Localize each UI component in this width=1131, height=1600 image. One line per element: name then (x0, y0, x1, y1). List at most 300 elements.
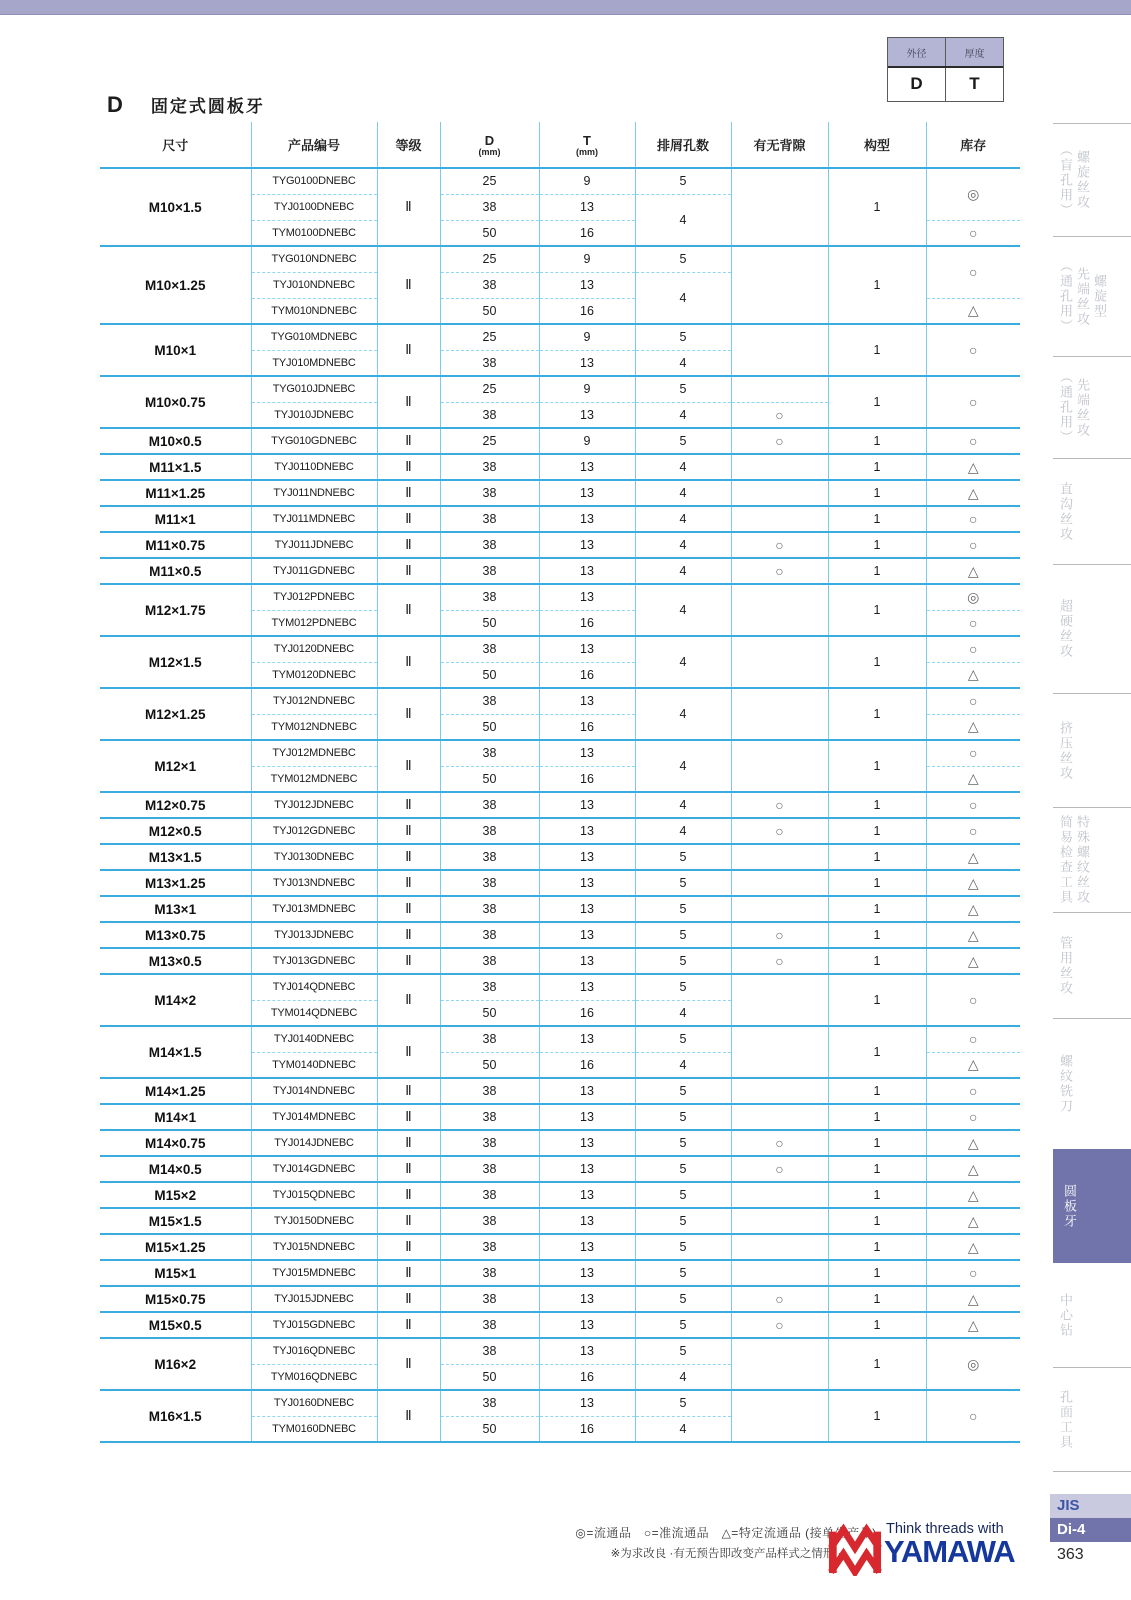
t-mm-cell: 13 (539, 454, 635, 480)
product-code-cell: TYJ015QDNEBC (251, 1182, 377, 1208)
d-mm-cell: 38 (440, 506, 539, 532)
product-code-cell: TYM012NDNEBC (251, 714, 377, 740)
size-cell: M13×1 (100, 896, 251, 922)
page-title (107, 92, 265, 118)
backlash-cell: ○ (731, 1130, 828, 1156)
stock-cell: △ (926, 714, 1020, 740)
tab-label: 直沟丝攻 (1058, 481, 1073, 542)
backlash-cell: ○ (731, 1286, 828, 1312)
chip-holes-cell: 5 (635, 1104, 731, 1130)
stock-cell: △ (926, 922, 1020, 948)
col-header-d-label: D (484, 132, 495, 148)
backlash-cell: ○ (731, 818, 828, 844)
d-mm-cell: 38 (440, 1390, 539, 1416)
stock-cell: ○ (926, 1260, 1020, 1286)
config-cell: 1 (828, 636, 926, 688)
t-mm-cell: 13 (539, 792, 635, 818)
size-cell: M12×0.5 (100, 818, 251, 844)
table-row (100, 428, 1020, 454)
col-header-t (539, 122, 635, 168)
grade-cell: Ⅱ (377, 896, 440, 922)
chip-holes-cell: 4 (635, 818, 731, 844)
sidebar-tab-spiral-tap-blind (1053, 123, 1131, 236)
grade-cell: Ⅱ (377, 584, 440, 636)
d-mm-cell: 25 (440, 168, 539, 194)
backlash-cell (731, 1026, 828, 1078)
chip-holes-cell: 5 (635, 1208, 731, 1234)
stock-cell: ○ (926, 324, 1020, 376)
thickness-header: 厚度 (945, 38, 1003, 66)
grade-cell: Ⅱ (377, 740, 440, 792)
backlash-cell (731, 246, 828, 324)
d-mm-cell: 38 (440, 974, 539, 1000)
backlash-cell: ○ (731, 1156, 828, 1182)
t-mm-cell: 9 (539, 324, 635, 350)
product-code-cell: TYJ015NDNEBC (251, 1234, 377, 1260)
config-cell: 1 (828, 1026, 926, 1078)
table-row (100, 688, 1020, 714)
config-cell: 1 (828, 870, 926, 896)
size-cell: M14×2 (100, 974, 251, 1026)
chip-holes-cell: 5 (635, 246, 731, 272)
grade-cell: Ⅱ (377, 1156, 440, 1182)
config-cell: 1 (828, 376, 926, 428)
config-cell: 1 (828, 506, 926, 532)
d-mm-cell: 38 (440, 454, 539, 480)
t-mm-cell: 13 (539, 1286, 635, 1312)
chip-holes-cell: 5 (635, 922, 731, 948)
stock-cell: ◎ (926, 1338, 1020, 1390)
stock-cell: ○ (926, 1078, 1020, 1104)
col-header-backlash: 有无背隙 (731, 122, 828, 168)
table-row (100, 480, 1020, 506)
product-code-cell: TYJ012GDNEBC (251, 818, 377, 844)
stock-cell: ○ (926, 610, 1020, 636)
chip-holes-cell: 5 (635, 324, 731, 350)
size-cell: M14×1 (100, 1104, 251, 1130)
col-header-holes: 排屑孔数 (635, 122, 731, 168)
backlash-cell (731, 1104, 828, 1130)
tab-label: 特殊螺纹丝攻 (1075, 815, 1090, 905)
d-mm-cell: 50 (440, 1052, 539, 1078)
config-cell: 1 (828, 948, 926, 974)
table-row (100, 896, 1020, 922)
d-mm-cell: 38 (440, 1312, 539, 1338)
d-mm-cell: 38 (440, 818, 539, 844)
t-mm-cell: 13 (539, 870, 635, 896)
outer-diameter-symbol: D (888, 68, 945, 101)
size-cell: M13×0.5 (100, 948, 251, 974)
chip-holes-cell: 5 (635, 1156, 731, 1182)
d-mm-cell: 50 (440, 662, 539, 688)
grade-cell: Ⅱ (377, 1078, 440, 1104)
col-header-t-label: T (583, 132, 591, 148)
t-mm-cell: 9 (539, 168, 635, 194)
t-mm-cell: 13 (539, 532, 635, 558)
grade-cell: Ⅱ (377, 376, 440, 428)
product-code-cell: TYJ014NDNEBC (251, 1078, 377, 1104)
chip-holes-cell: 5 (635, 1338, 731, 1364)
dimension-key-table (887, 37, 1004, 102)
t-mm-cell: 13 (539, 636, 635, 662)
table-row (100, 740, 1020, 766)
chip-holes-cell: 4 (635, 1416, 731, 1442)
table-row (100, 818, 1020, 844)
d-mm-cell: 38 (440, 740, 539, 766)
d-mm-cell: 38 (440, 948, 539, 974)
stock-cell: △ (926, 480, 1020, 506)
stock-cell: ○ (926, 532, 1020, 558)
backlash-cell (731, 870, 828, 896)
sidebar-tab-forming-tap (1053, 693, 1131, 807)
size-cell: M12×1.25 (100, 688, 251, 740)
t-mm-cell: 16 (539, 220, 635, 246)
size-cell: M15×0.75 (100, 1286, 251, 1312)
col-header-code: 产品编号 (251, 122, 377, 168)
chip-holes-cell: 4 (635, 194, 731, 246)
t-mm-cell: 16 (539, 298, 635, 324)
stock-cell: △ (926, 1234, 1020, 1260)
chip-holes-cell: 4 (635, 402, 731, 428)
grade-cell: Ⅱ (377, 1026, 440, 1078)
backlash-cell (731, 1078, 828, 1104)
t-mm-cell: 13 (539, 584, 635, 610)
t-mm-cell: 13 (539, 688, 635, 714)
table-row (100, 584, 1020, 610)
tab-label: （通孔用） (1058, 259, 1073, 334)
product-code-cell: TYG0100DNEBC (251, 168, 377, 194)
chip-holes-cell: 5 (635, 974, 731, 1000)
chip-holes-cell: 4 (635, 1000, 731, 1026)
chip-holes-cell: 5 (635, 1260, 731, 1286)
d-mm-cell: 25 (440, 324, 539, 350)
product-code-cell: TYM016QDNEBC (251, 1364, 377, 1390)
col-header-t-unit: (mm) (576, 146, 598, 157)
grade-cell: Ⅱ (377, 324, 440, 376)
table-row (100, 506, 1020, 532)
product-code-cell: TYJ010MDNEBC (251, 350, 377, 376)
table-row (100, 558, 1020, 584)
table-row (100, 376, 1020, 402)
col-header-size: 尺寸 (100, 122, 251, 168)
t-mm-cell: 13 (539, 350, 635, 376)
chip-holes-cell: 5 (635, 896, 731, 922)
top-bar (0, 0, 1131, 15)
backlash-cell: ○ (731, 792, 828, 818)
sidebar-tab-pipe-tap (1053, 912, 1131, 1018)
backlash-cell: ○ (731, 922, 828, 948)
t-mm-cell: 13 (539, 922, 635, 948)
grade-cell: Ⅱ (377, 1312, 440, 1338)
outer-diameter-header: 外径 (906, 49, 927, 60)
product-code-cell: TYJ012NDNEBC (251, 688, 377, 714)
chip-holes-cell: 5 (635, 428, 731, 454)
size-cell: M14×1.5 (100, 1026, 251, 1078)
table-row (100, 922, 1020, 948)
size-cell: M12×0.75 (100, 792, 251, 818)
grade-cell: Ⅱ (377, 948, 440, 974)
stock-cell: ◎ (926, 584, 1020, 610)
table-row (100, 532, 1020, 558)
d-mm-cell: 38 (440, 1234, 539, 1260)
backlash-cell (731, 1182, 828, 1208)
size-cell: M16×2 (100, 1338, 251, 1390)
product-code-cell: TYJ011JDNEBC (251, 532, 377, 558)
size-cell: M15×1 (100, 1260, 251, 1286)
grade-cell: Ⅱ (377, 688, 440, 740)
table-row (100, 636, 1020, 662)
chip-holes-cell: 5 (635, 1312, 731, 1338)
grade-cell: Ⅱ (377, 922, 440, 948)
config-cell: 1 (828, 324, 926, 376)
t-mm-cell: 9 (539, 376, 635, 402)
t-mm-cell: 13 (539, 1104, 635, 1130)
config-cell: 1 (828, 532, 926, 558)
legend-note: ※为求改良 ·有无预告即改变产品样式之情形 · (610, 1548, 842, 1560)
grade-cell: Ⅱ (377, 246, 440, 324)
grade-cell: Ⅱ (377, 1286, 440, 1312)
grade-cell: Ⅱ (377, 974, 440, 1026)
d-mm-cell: 50 (440, 220, 539, 246)
t-mm-cell: 9 (539, 428, 635, 454)
table-row (100, 1390, 1020, 1416)
grade-cell: Ⅱ (377, 1130, 440, 1156)
t-mm-cell: 13 (539, 558, 635, 584)
t-mm-cell: 16 (539, 714, 635, 740)
stock-cell: △ (926, 662, 1020, 688)
size-cell: M16×1.5 (100, 1390, 251, 1442)
t-mm-cell: 16 (539, 1364, 635, 1390)
product-code-cell: TYJ010JDNEBC (251, 402, 377, 428)
backlash-cell: ○ (731, 402, 828, 428)
product-code-cell: TYJ0100DNEBC (251, 194, 377, 220)
stock-cell: △ (926, 454, 1020, 480)
spec-table (100, 122, 1020, 1443)
tab-label: 超硬丝攻 (1058, 599, 1073, 659)
table-row (100, 1104, 1020, 1130)
t-mm-cell: 16 (539, 1000, 635, 1026)
grade-cell: Ⅱ (377, 1208, 440, 1234)
config-cell: 1 (828, 168, 926, 246)
stock-cell: ○ (926, 246, 1020, 298)
table-row (100, 246, 1020, 272)
grade-cell: Ⅱ (377, 168, 440, 246)
backlash-cell (731, 480, 828, 506)
section-letter: D (107, 92, 123, 117)
product-code-cell: TYJ013MDNEBC (251, 896, 377, 922)
chip-holes-cell: 4 (635, 558, 731, 584)
table-row (100, 454, 1020, 480)
size-cell: M10×1 (100, 324, 251, 376)
d-mm-cell: 38 (440, 194, 539, 220)
product-code-cell: TYJ014QDNEBC (251, 974, 377, 1000)
yamawa-mark-icon (828, 1518, 882, 1576)
chip-holes-cell: 5 (635, 844, 731, 870)
t-mm-cell: 16 (539, 610, 635, 636)
grade-cell: Ⅱ (377, 1338, 440, 1390)
thickness-symbol: T (945, 68, 1003, 101)
size-cell: M15×2 (100, 1182, 251, 1208)
size-cell: M10×0.5 (100, 428, 251, 454)
d-mm-cell: 25 (440, 428, 539, 454)
product-code-cell: TYM0120DNEBC (251, 662, 377, 688)
table-row (100, 1234, 1020, 1260)
stock-cell: △ (926, 1208, 1020, 1234)
t-mm-cell: 16 (539, 766, 635, 792)
d-mm-cell: 50 (440, 1416, 539, 1442)
d-mm-cell: 50 (440, 610, 539, 636)
logo-brand: YAMAWA (884, 1534, 1015, 1569)
size-cell: M11×1.25 (100, 480, 251, 506)
tab-label: 中心钻 (1058, 1292, 1073, 1338)
d-mm-cell: 38 (440, 1130, 539, 1156)
d-mm-cell: 50 (440, 1000, 539, 1026)
sidebar-tab-carbide-tap (1053, 564, 1131, 693)
size-cell: M11×0.75 (100, 532, 251, 558)
backlash-cell (731, 896, 828, 922)
t-mm-cell: 13 (539, 194, 635, 220)
stock-cell: ○ (926, 740, 1020, 766)
size-cell: M10×1.5 (100, 168, 251, 246)
d-mm-cell: 38 (440, 350, 539, 376)
product-code-cell: TYJ013GDNEBC (251, 948, 377, 974)
grade-cell: Ⅱ (377, 428, 440, 454)
product-code-cell: TYJ011NDNEBC (251, 480, 377, 506)
stock-cell: △ (926, 766, 1020, 792)
product-code-cell: TYJ015JDNEBC (251, 1286, 377, 1312)
grade-cell: Ⅱ (377, 636, 440, 688)
backlash-cell: ○ (731, 948, 828, 974)
product-code-cell: TYM012MDNEBC (251, 766, 377, 792)
size-cell: M14×0.75 (100, 1130, 251, 1156)
config-cell: 1 (828, 1234, 926, 1260)
t-mm-cell: 13 (539, 818, 635, 844)
config-cell: 1 (828, 428, 926, 454)
col-header-stock: 库存 (926, 122, 1020, 168)
sidebar-tab-round-die-active (1053, 1149, 1131, 1263)
t-mm-cell: 13 (539, 740, 635, 766)
stock-cell: ○ (926, 636, 1020, 662)
tab-label: 圆板牙 (1062, 1183, 1077, 1229)
sidebar-tab-point-tap-through (1053, 356, 1131, 458)
backlash-cell (731, 844, 828, 870)
config-cell: 1 (828, 688, 926, 740)
stock-cell: △ (926, 870, 1020, 896)
tab-label: （盲孔用） (1058, 142, 1073, 218)
chip-holes-cell: 4 (635, 636, 731, 688)
config-cell: 1 (828, 480, 926, 506)
backlash-cell (731, 584, 828, 636)
stock-cell: ○ (926, 1104, 1020, 1130)
config-cell: 1 (828, 454, 926, 480)
config-cell: 1 (828, 1156, 926, 1182)
product-code-cell: TYJ016QDNEBC (251, 1338, 377, 1364)
table-row (100, 1312, 1020, 1338)
config-cell: 1 (828, 1182, 926, 1208)
backlash-cell: ○ (731, 558, 828, 584)
t-mm-cell: 13 (539, 480, 635, 506)
t-mm-cell: 13 (539, 1312, 635, 1338)
config-cell: 1 (828, 1208, 926, 1234)
chip-holes-cell: 4 (635, 454, 731, 480)
jis-badge: JIS (1050, 1494, 1131, 1518)
backlash-cell (731, 376, 828, 402)
product-code-cell: TYJ0110DNEBC (251, 454, 377, 480)
product-code-cell: TYJ011GDNEBC (251, 558, 377, 584)
config-cell: 1 (828, 1390, 926, 1442)
chip-holes-cell: 4 (635, 1364, 731, 1390)
chip-holes-cell: 5 (635, 1078, 731, 1104)
config-cell: 1 (828, 1286, 926, 1312)
table-row (100, 844, 1020, 870)
stock-cell: ○ (926, 974, 1020, 1026)
config-cell: 1 (828, 974, 926, 1026)
backlash-cell (731, 168, 828, 246)
size-cell: M14×0.5 (100, 1156, 251, 1182)
stock-cell: ○ (926, 688, 1020, 714)
grade-cell: Ⅱ (377, 1390, 440, 1442)
stock-cell: △ (926, 844, 1020, 870)
config-cell: 1 (828, 922, 926, 948)
chip-holes-cell: 4 (635, 688, 731, 740)
sidebar-tab-straight-flute-tap (1053, 458, 1131, 564)
t-mm-cell: 13 (539, 1078, 635, 1104)
t-mm-cell: 13 (539, 1026, 635, 1052)
d-mm-cell: 50 (440, 714, 539, 740)
backlash-cell (731, 974, 828, 1026)
chip-holes-cell: 5 (635, 1286, 731, 1312)
d-mm-cell: 25 (440, 246, 539, 272)
t-mm-cell: 13 (539, 1182, 635, 1208)
col-header-grade: 等级 (377, 122, 440, 168)
t-mm-cell: 13 (539, 1260, 635, 1286)
product-code-cell: TYJ010NDNEBC (251, 272, 377, 298)
backlash-cell: ○ (731, 428, 828, 454)
section-title: 固定式圆板牙 (150, 97, 265, 116)
config-cell: 1 (828, 896, 926, 922)
config-cell: 1 (828, 844, 926, 870)
d-mm-cell: 38 (440, 1260, 539, 1286)
d-mm-cell: 38 (440, 922, 539, 948)
stock-cell: △ (926, 558, 1020, 584)
size-cell: M15×1.25 (100, 1234, 251, 1260)
product-code-cell: TYM0140DNEBC (251, 1052, 377, 1078)
size-cell: M13×1.5 (100, 844, 251, 870)
d-mm-cell: 38 (440, 1156, 539, 1182)
product-code-cell: TYG010NDNEBC (251, 246, 377, 272)
chip-holes-cell: 5 (635, 376, 731, 402)
stock-cell: ○ (926, 792, 1020, 818)
d-mm-cell: 50 (440, 1364, 539, 1390)
t-mm-cell: 9 (539, 246, 635, 272)
product-code-cell: TYJ0160DNEBC (251, 1390, 377, 1416)
d-mm-cell: 38 (440, 1208, 539, 1234)
product-code-cell: TYJ015MDNEBC (251, 1260, 377, 1286)
table-header-row (100, 122, 1020, 168)
size-cell: M12×1.75 (100, 584, 251, 636)
table-row (100, 168, 1020, 194)
tab-label: 孔面工具 (1058, 1389, 1073, 1450)
d-mm-cell: 38 (440, 896, 539, 922)
d-mm-cell: 38 (440, 688, 539, 714)
table-row (100, 948, 1020, 974)
stock-cell: ○ (926, 376, 1020, 428)
t-mm-cell: 13 (539, 1208, 635, 1234)
config-cell: 1 (828, 1260, 926, 1286)
t-mm-cell: 13 (539, 844, 635, 870)
product-code-cell: TYM0160DNEBC (251, 1416, 377, 1442)
t-mm-cell: 13 (539, 1390, 635, 1416)
